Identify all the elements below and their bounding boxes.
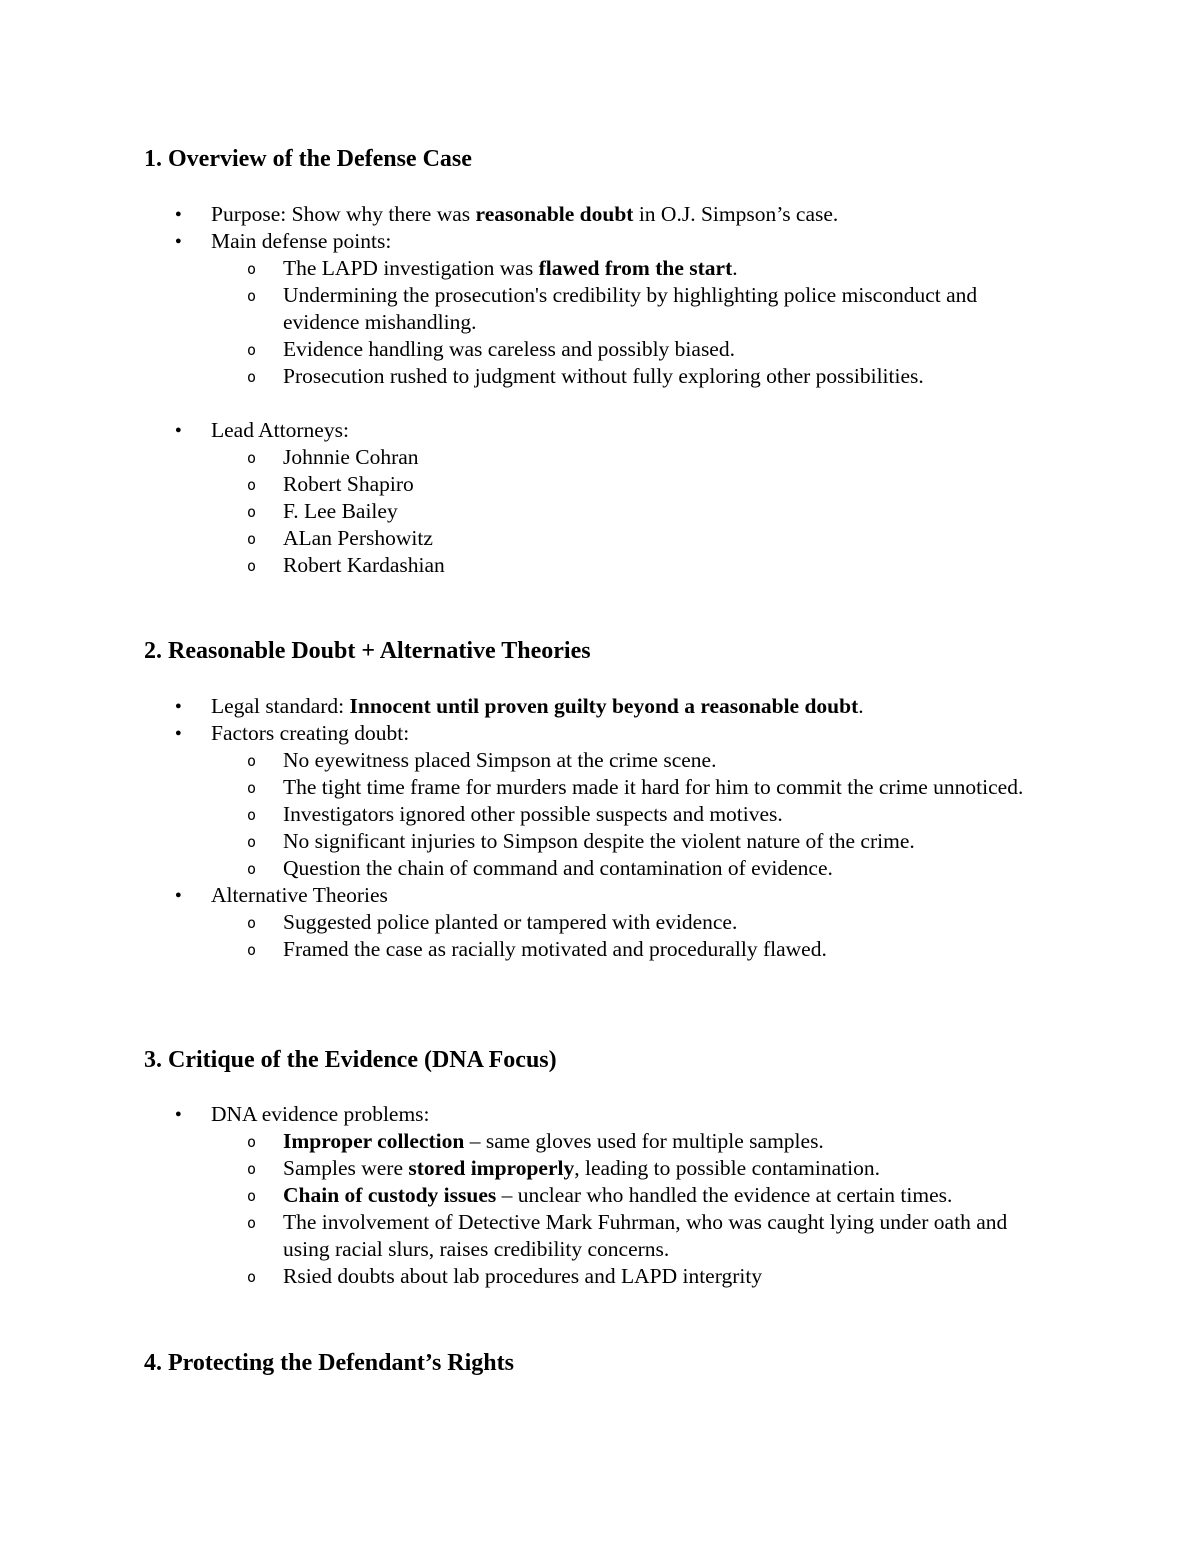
section-3-heading: 3. Critique of the Evidence (DNA Focus) bbox=[144, 1047, 557, 1073]
section-2-heading: 2. Reasonable Doubt + Alternative Theories bbox=[144, 638, 591, 664]
section-1-heading: 1. Overview of the Defense Case bbox=[144, 146, 472, 172]
list-subitem: o The LAPD investigation was flawed from the start. bbox=[247, 255, 1053, 282]
list-subitem: o Suggested police planted or tampered with evidence. bbox=[247, 909, 1053, 936]
list-subitem: o No eyewitness placed Simpson at the crime scene. bbox=[247, 747, 1053, 774]
section-3-body bbox=[0, 1101, 1200, 1290]
list-subitem: o Prosecution rushed to judgment without fully exploring other possibilities. bbox=[247, 363, 1053, 390]
list-subitem: o Improper collection – same gloves used for multiple samples. bbox=[247, 1128, 1053, 1155]
list-subitem: o Question the chain of command and contamination of evidence. bbox=[247, 855, 1053, 882]
list-item: ● Main defense points: bbox=[175, 228, 1071, 255]
attorney-item: o Robert Shapiro bbox=[247, 471, 1053, 498]
attorney-item: o Johnnie Cohran bbox=[247, 444, 1053, 471]
list-subitem: o No significant injuries to Simpson despite the violent nature of the crime. bbox=[247, 828, 1053, 855]
list-subitem: o Investigators ignored other possible suspects and motives. bbox=[247, 801, 1053, 828]
list-subitem: o Evidence handling was careless and possibly biased. bbox=[247, 336, 1053, 363]
list-item: ● Factors creating doubt: bbox=[175, 720, 1071, 747]
list-item: ● Alternative Theories bbox=[175, 882, 1071, 909]
section-1-body bbox=[0, 201, 1200, 579]
attorney-item: o ALan Pershowitz bbox=[247, 525, 1053, 552]
section-4-heading: 4. Protecting the Defendant’s Rights bbox=[144, 1350, 514, 1376]
list-subitem: o Framed the case as racially motivated and procedurally flawed. bbox=[247, 936, 1053, 963]
list-item: ● DNA evidence problems: bbox=[175, 1101, 1071, 1128]
list-subitem: o The tight time frame for murders made it hard for him to commit the crime unnoticed. bbox=[247, 774, 1053, 801]
section-2-body bbox=[0, 693, 1200, 963]
list-subitem: o Rsied doubts about lab procedures and LAPD intergrity bbox=[247, 1263, 1053, 1290]
list-subitem: o Samples were stored improperly, leading to possible contamination. bbox=[247, 1155, 1053, 1182]
attorney-item: o Robert Kardashian bbox=[247, 552, 1053, 579]
list-subitem: o Chain of custody issues – unclear who handled the evidence at certain times. bbox=[247, 1182, 1053, 1209]
list-subitem: o The involvement of Detective Mark Fuhrman, who was caught lying under oath and using racial slurs, raises credibility concerns. bbox=[247, 1209, 1053, 1263]
list-item: ● Lead Attorneys: bbox=[175, 417, 1071, 444]
list-subitem: o Undermining the prosecution's credibility by highlighting police misconduct and evidence mishandling. bbox=[247, 282, 1053, 336]
list-item: ● Legal standard: Innocent until proven guilty beyond a reasonable doubt. bbox=[175, 693, 1071, 720]
list-item: ● Purpose: Show why there was reasonable doubt in O.J. Simpson’s case. bbox=[175, 201, 1071, 228]
attorney-item: o F. Lee Bailey bbox=[247, 498, 1053, 525]
